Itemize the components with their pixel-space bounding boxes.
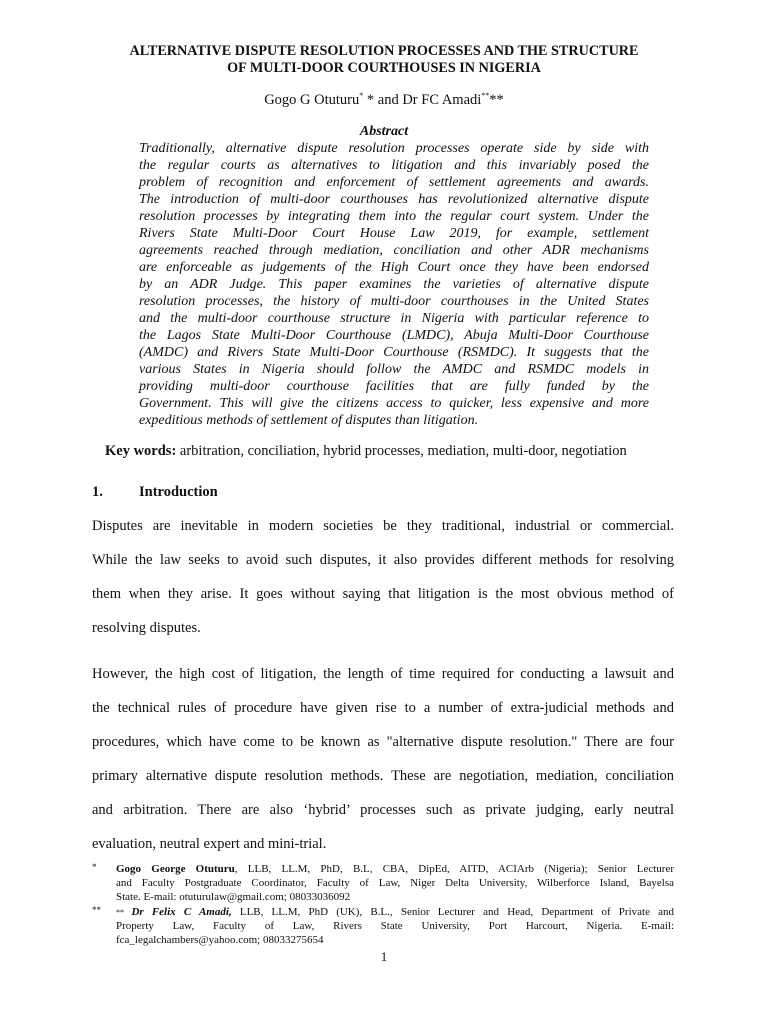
paragraph-line: them when they arise. It goes without saying that litigation is the most obvious method of xyxy=(92,586,674,602)
footnote-line xyxy=(116,862,674,876)
footnote-line: Property Law, Faculty of Law, Rivers State University, Port Harcourt, Nigeria. E-mail: xyxy=(116,920,674,932)
section-heading xyxy=(92,484,218,501)
section-number: 1. xyxy=(92,484,103,500)
keywords-text: arbitration, conciliation, hybrid processes, mediation, multi-door, negotiation xyxy=(176,443,627,459)
footnote-2 xyxy=(92,905,674,947)
abstract-line: the regular courts as alternatives to litigation and this invariably posed the xyxy=(139,158,649,173)
paragraph-line: primary alternative dispute resolution methods. These are negotiation, mediation, conciliation xyxy=(92,768,674,784)
section-title: Introduction xyxy=(139,484,218,500)
footnote-2-mark: ** xyxy=(92,905,101,915)
footnote-line: State. E-mail: otuturulaw@gmail.com; 08033036092 xyxy=(116,891,351,903)
title-line-2: OF MULTI-DOOR COURTHOUSES IN NIGERIA xyxy=(227,60,541,76)
abstract-line: problem of recognition and enforcement of settlement agreements and awards. xyxy=(139,175,649,190)
footnote-text: LLB, LL.M, PhD (UK), B.L., Senior Lecturer and Head, Department of Private and xyxy=(231,906,675,918)
abstract-heading: Abstract xyxy=(359,124,409,139)
author-2-mark: ** xyxy=(489,91,504,108)
footnote-line: and Faculty Postgraduate Coordinator, Faculty of Law, Niger Delta University, Wilberforce Island, Bayelsa xyxy=(116,877,674,889)
abstract-line: resolution processes by integrating them into the regular court system. Under the xyxy=(139,209,649,224)
abstract-line: by an ADR Judge. This paper examines the varieties of alternative dispute xyxy=(139,277,649,292)
abstract-line: resolution processes, the history of multi-door courthouses in the United States xyxy=(139,294,649,309)
abstract-line: expeditious methods of settlement of disputes than litigation. xyxy=(139,413,479,428)
paragraph-line: While the law seeks to avoid such disputes, it also provides different methods for resolving xyxy=(92,552,674,568)
paper-title xyxy=(90,43,678,77)
abstract-line: Traditionally, alternative dispute resolution processes operate side by side with xyxy=(139,141,649,156)
paragraph-1 xyxy=(92,509,674,645)
abstract-line: are enforceable as judgements of the High Court once they have been endorsed xyxy=(139,260,649,275)
keywords xyxy=(105,443,627,460)
footnote-1 xyxy=(92,862,674,904)
abstract-line: providing multi-door courthouse facilities that are fully funded by the xyxy=(139,379,649,394)
abstract-line: the Lagos State Multi-Door Courthouse (LMDC), Abuja Multi-Door Courthouse xyxy=(139,328,649,343)
paragraph-2 xyxy=(92,657,674,861)
paragraph-line: resolving disputes. xyxy=(92,620,201,636)
abstract-line: and the multi-door courthouse structure in Nigeria with particular reference to xyxy=(139,311,649,326)
footnote-1-body xyxy=(116,862,674,904)
author-1-mark: * and xyxy=(363,91,403,108)
footnote-line xyxy=(116,905,674,919)
paragraph-line: However, the high cost of litigation, the length of time required for conducting a lawsuit and xyxy=(92,666,674,682)
author-1-footnote-ref: * xyxy=(359,91,364,100)
abstract-line: Government. This will give the citizens access to quicker, less expensive and more xyxy=(139,396,649,411)
page-number: 1 xyxy=(380,949,388,964)
keywords-label: Key words: xyxy=(105,443,177,459)
paragraph-line: evaluation, neutral expert and mini-trial. xyxy=(92,836,327,852)
paragraph-line: and arbitration. There are also ‘hybrid’ processes such as private judging, early neutral xyxy=(92,802,674,818)
footnote-1-mark: * xyxy=(92,862,97,872)
footnote-2-prefix: ** xyxy=(116,908,132,917)
abstract-line: Rivers State Multi-Door Court House Law 2019, for example, settlement xyxy=(139,226,649,241)
title-line-1: ALTERNATIVE DISPUTE RESOLUTION PROCESSES AND THE STRUCTURE xyxy=(129,43,639,59)
author-2-name: Dr FC Amadi xyxy=(402,91,482,108)
abstract-body xyxy=(139,140,649,429)
author-1-name: Gogo G Otuturu xyxy=(264,91,360,108)
abstract-line: The introduction of multi-door courthouses has revolutionized alternative dispute xyxy=(139,192,649,207)
author-line xyxy=(90,91,678,109)
footnote-text: , LLB, LL.M, PhD, B.L, CBA, DipEd, AITD, ACIArb (Nigeria); Senior Lecturer xyxy=(234,863,674,875)
abstract-line: various States in Nigeria should follow the AMDC and RSMDC models in xyxy=(139,362,649,377)
author-2-footnote-ref: ** xyxy=(481,91,490,100)
abstract-line: agreements reached through mediation, conciliation and other ADR mechanisms xyxy=(139,243,649,258)
footnote-2-author: Dr Felix C Amadi, xyxy=(131,906,232,918)
paragraph-line: the technical rules of procedure have given rise to a number of extra-judicial methods and xyxy=(92,700,674,716)
footnote-2-body xyxy=(116,905,674,947)
footnote-line: fca_legalchambers@yahoo.com; 08033275654 xyxy=(116,934,324,946)
footnote-1-author: Gogo George Otuturu xyxy=(116,863,235,875)
abstract-line: (AMDC) and Rivers State Multi-Door Courthouse (RSMDC). It suggests that the xyxy=(139,345,649,360)
paragraph-line: Disputes are inevitable in modern societies be they traditional, industrial or commercial. xyxy=(92,518,674,534)
paragraph-line: procedures, which have come to be known as "alternative dispute resolution." There are four xyxy=(92,734,674,750)
